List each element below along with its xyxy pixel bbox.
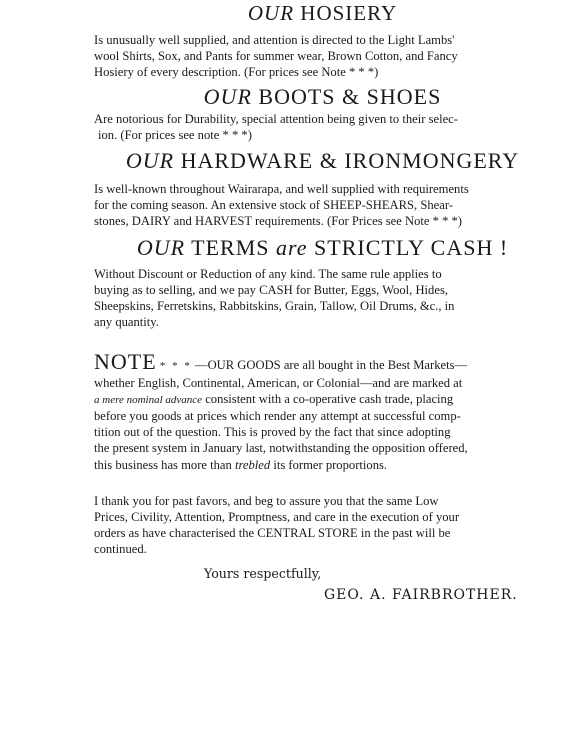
boots-heading [94,83,551,111]
thanks-line: continued. [94,542,147,557]
note-line: consistent with a co-operative cash trade, placing [205,391,454,406]
hosiery-paragraph [94,32,551,81]
terms-line: any quantity. [94,315,159,330]
thanks-line: Prices, Civility, Attention, Promptness, and care in the execution of your [94,510,460,525]
thanks-line: I thank you for past favors, and beg to assure you that the same Low [94,493,439,508]
terms-heading [94,234,551,262]
terms-line: buying as to selling, and we pay CASH for Butter, Eggs, Wool, Hides, [94,282,448,297]
note-line: —OUR GOODS are all bought in the Best Markets— [194,358,468,373]
hardware-line: stones, DAIRY and HARVEST requirements. (For Prices see Note * * *) [94,214,463,229]
note-heading: NOTE [94,349,157,375]
hosiery-heading [94,0,551,26]
note-italic-phrase: a mere nominal advance [94,393,203,406]
boots-paragraph [94,111,551,143]
hardware-line: Is well-known throughout Wairarapa, and well supplied with requirements [94,182,469,197]
hardware-line: for the coming season. An extensive stock of SHEEP-SHEARS, Shear- [94,198,453,213]
boots-heading-our: OUR [203,83,252,109]
hosiery-line: Hosiery of every description. (For prices see Note * * *) [94,65,379,80]
note-line: whether English, Continental, American, or Colonial—and are marked at [94,375,463,390]
hosiery-heading-rest: HOSIERY [300,1,398,25]
terms-heading-rest: STRICTLY CASH ! [314,234,509,260]
hardware-heading [94,147,551,175]
note-stars: * * * [159,360,192,373]
note-line: the present system in January last, notwithstanding the opposition offered, [94,441,468,456]
terms-line: Sheepskins, Ferretskins, Rabbitskins, Grain, Tallow, Oil Drums, &c., in [94,299,455,314]
note-line: before you goods at prices which render any attempt at successful comp- [94,409,461,424]
hosiery-heading-our: OUR [247,1,295,25]
hosiery-line: wool Shirts, Sox, and Pants for summer wear, Brown Cotton, and Fancy [94,49,458,64]
note-line: tition out of the question. This is proved by the fact that since adopting [94,425,451,440]
note-line: this business has more than [94,457,232,472]
hosiery-line: Is unusually well supplied, and attention is directed to the Light Lambs' [94,33,455,47]
terms-line: Without Discount or Reduction of any kind. The same rule applies to [94,266,442,281]
note-line: its former proportions. [273,457,388,472]
note-line-3 [94,391,551,408]
terms-paragraph [94,266,551,331]
note-first-line [94,349,551,375]
terms-heading-are: are [276,234,308,260]
note-italic-word: trebled [234,457,271,472]
hardware-paragraph [94,181,551,230]
hardware-heading-rest: HARDWARE & IRONMONGERY [180,148,520,174]
thanks-paragraph [94,493,551,558]
signatory-name: GEO. A. FAIRBROTHER. [324,586,518,603]
terms-heading-terms: TERMS [191,234,270,260]
hardware-heading-our: OUR [125,148,175,174]
thanks-line: orders as have characterised the CENTRAL STORE in the past will be [94,526,451,541]
note-paragraph [94,349,551,472]
boots-line: Are notorious for Durability, special attention being given to their selec- [94,111,458,126]
terms-heading-our: OUR [136,234,186,260]
boots-heading-rest: BOOTS & SHOES [258,83,442,109]
note-line-7 [94,457,551,473]
boots-line: ion. (For prices see note * * *) [98,127,252,142]
closing-salutation: Yours respectfully, [204,565,322,581]
